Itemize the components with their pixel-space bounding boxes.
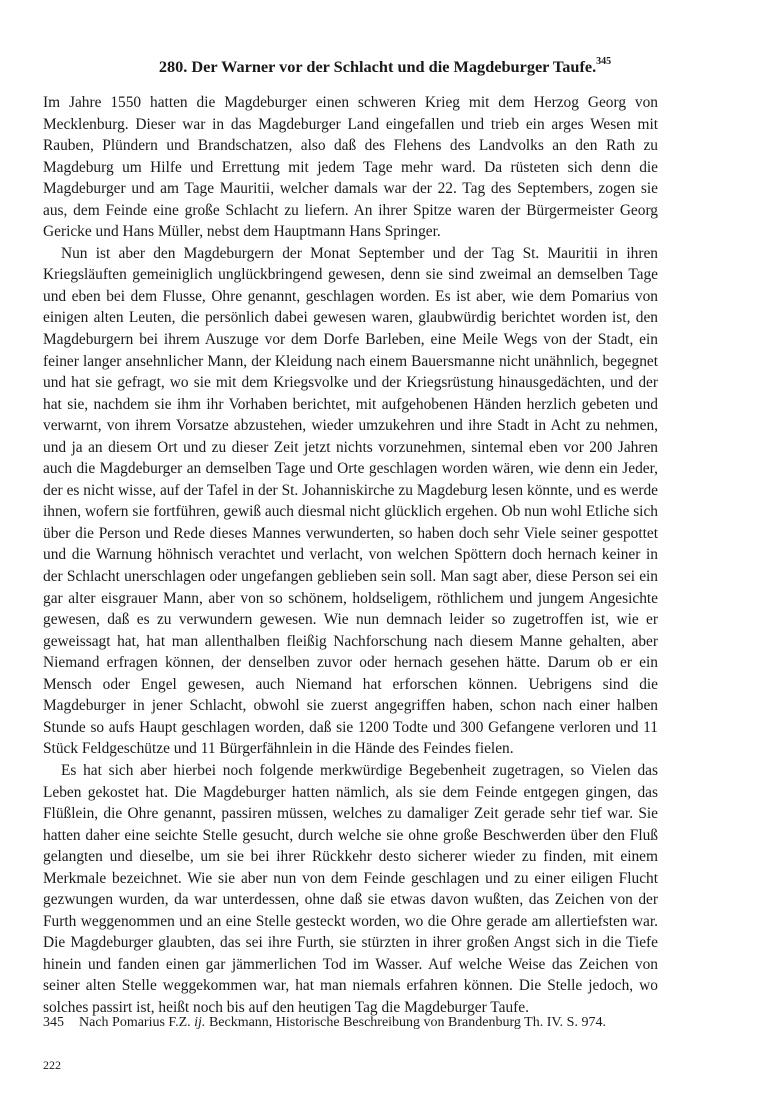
footnote-text-after: Beckmann, Historische Beschreibung von Brandenburg Th. IV. S. 974. — [208, 1015, 606, 1030]
footnote-text-italic: ij. — [194, 1015, 206, 1030]
chapter-title — [0, 56, 770, 78]
paragraph-3: Es hat sich aber hierbei noch folgende merkwürdige Begebenheit zugetragen, so Vielen das Leben gekostet hat. Die Magdeburger hatten nämlich, als sie dem Feinde entgegen gingen, das Flüßlein, die Ohre genannt, passiren müssen, welches zu damaliger Zeit gerade sehr tief war. Sie hatten daher eine seichte Stelle gesucht, durch welche sie ohne große Beschwerden über den Fluß gelangten und dieselbe, um sie bei ihrer Rückkehr desto sicherer wieder zu finden, mit einem Merkmale bezeichnet. Wie sie aber nun von dem Feinde geschlagen und zu einer eiligen Flucht gezwungen wurden, da war unterdessen, ohne daß sie etwas davon wußten, das Zeichen von der Furth weggenommen und an eine Stelle gesteckt worden, wo die Ohre gerade am allertiefsten war. Die Magdeburger glaubten, das sei ihre Furth, sie stürzten in ihrer großen Angst sich in die Tiefe hinein und fanden einen gar jämmerlichen Tod im Wasser. Auf welche Weise das Zeichen von seiner alten Stelle weggekommen war, hat man niemals erfahren können. Die Stelle jedoch, wo solches passirt ist, heißt noch bis auf den heutigen Tag die Magdeburger Taufe. — [43, 761, 658, 1016]
body-text — [43, 92, 658, 1019]
title-text: 280. Der Warner vor der Schlacht und die Magdeburger Taufe. — [158, 57, 597, 76]
footnote-marker[interactable]: 345 — [596, 55, 612, 67]
footnote-number: 345 — [43, 1015, 64, 1030]
page-number: 222 — [43, 1058, 61, 1072]
paragraph-2: Nun ist aber den Magdeburgern der Monat September und der Tag St. Mauritii in ihren Kriegsläuften gemeiniglich unglückbringend gewesen, denn sie sind zweimal an demselben Tage und eben bei dem Flusse, Ohre genannt, geschlagen worden. Es ist aber, wie dem Pomarius von einigen alten Leuten, die persönlich dabei gewesen waren, glaubwürdig berichtet worden ist, den Magdeburgern bei ihrem Auszuge vor dem Dorfe Barleben, eine Meile Wegs von der Stadt, ein feiner langer ansehnlicher Mann, der Kleidung nach einem Bauersmanne nicht unähnlich, begegnet und hat sie gefragt, wo sie mit dem Kriegsvolke und der Kriegsrüstung hinausgedächten, und der hat sie, nachdem sie ihm ihr Vorhaben berichtet, mit aufgehobenen Händen herzlich gebeten und verwarnt, von ihrem Vorsatze abzustehen, wieder umzukehren und ihre Stadt in Acht zu nehmen, und ja an diesem Ort und zu dieser Zeit jetzt nichts vorzunehmen, sintemal eben vor 200 Jahren auch die Magdeburger an demselben Tage und Orte geschlagen worden wären, wie denn ein Jeder, der es nicht wisse, auf der Tafel in der St. Johanniskirche zu Magdeburg lesen könnte, und es werde ihnen, wofern sie fortführen, gewiß auch diesmal nicht glücklich ergehen. Ob nun wohl Etliche sich über die Person und Rede dieses Mannes verwunderten, so haben doch sehr Viele seiner gespottet und die Warnung höhnisch verachtet und verlacht, von welchen Spöttern doch hernach keiner in der Schlacht unerschlagen oder ungefangen geblieben sein soll. Man sagt aber, diese Person sei ein gar alter eisgrauer Mann, aber von so schönem, holdseligem, röthlichem und jungem Angesichte gewesen, daß es zu verwundern gewesen. Wie nun demnach leider so zugetroffen ist, wie er geweissagt hat, hat man allenthalben fleißig Nachforschung nach diesem Manne gehalten, aber Niemand erfragen können, der denselben zuvor oder hernach gesehen hätte. Darum ob er ein Mensch oder Engel gewesen, auch Niemand hat erforschen können. Uebrigens sind die Magdeburger in jener Schlacht, obwohl sie zuerst angegriffen haben, schon nach einer halben Stunde so aufs Haupt geschlagen worden, daß sie 1200 Todte und 300 Gefangene verloren und 11 Stück Feldgeschütze und 11 Bürgerfähnlein in die Hände des Feindes fielen. — [43, 244, 658, 758]
footnote — [43, 1014, 658, 1032]
paragraph-1: Im Jahre 1550 hatten die Magdeburger einen schweren Krieg mit dem Herzog Georg von Mecklenburg. Dieser war in das Magdeburger Land eingefallen und trieb ein arges Wesen mit Rauben, Plündern und Brandschatzen, also daß des Flehens des Landvolks an den Rath zu Magdeburg um Hilfe und Errettung mit jedem Tage mehr ward. Da rüsteten sich denn die Magdeburger und am Tage Mauritii, welcher damals war der 22. Tag des Septembers, zogen sie aus, dem Feinde eine große Schlacht zu liefern. An ihrer Spitze waren der Bürgermeister Georg Gericke und Hans Müller, nebst dem Hauptmann Hans Springer. — [43, 94, 658, 241]
footnote-text-before: Nach Pomarius F.Z. — [79, 1015, 191, 1030]
